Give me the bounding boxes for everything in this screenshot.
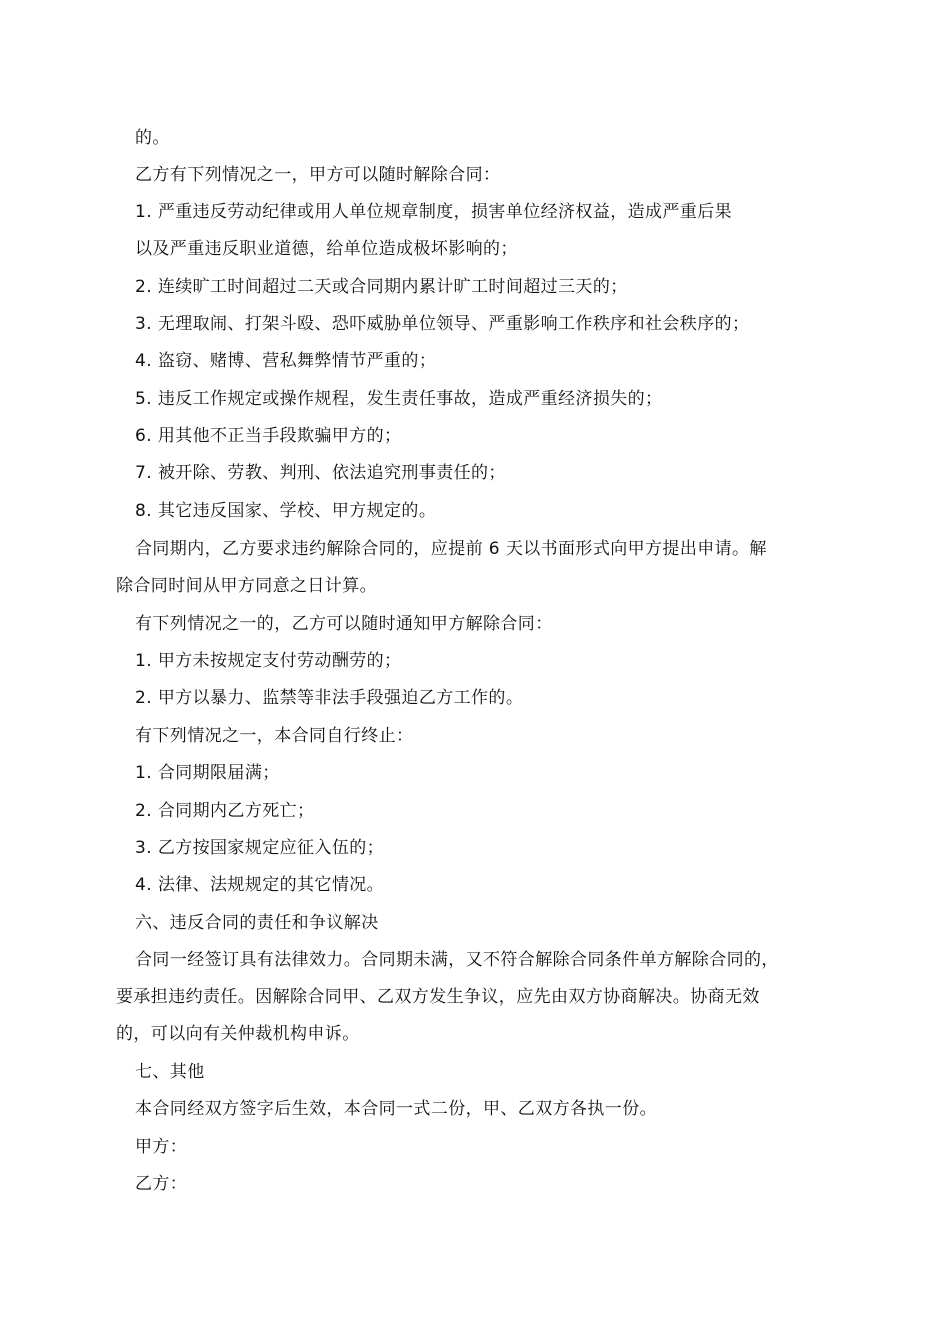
list-item: 2. 甲方以暴力、监禁等非法手段强迫乙方工作的。 [135,688,524,708]
text-line: 有下列情况之一的，乙方可以随时通知甲方解除合同： [135,614,553,634]
list-item: 7. 被开除、劳教、判刑、依法追究刑事责任的； [135,463,506,483]
text-line: 要承担违约责任。因解除合同甲、乙双方发生争议，应先由双方协商解决。协商无效 [116,987,760,1007]
signature-label-party-a: 甲方： [135,1137,188,1157]
text-line: 的。 [135,128,170,148]
text-line: 有下列情况之一，本合同自行终止： [135,726,414,746]
list-item: 1. 甲方未按规定支付劳动酬劳的； [135,651,402,671]
list-item: 1. 严重违反劳动纪律或用人单位规章制度，损害单位经济权益，造成严重后果 [135,202,733,222]
text-line: 乙方有下列情况之一，甲方可以随时解除合同： [135,165,501,185]
list-item: 2. 连续旷工时间超过二天或合同期内累计旷工时间超过三天的； [135,277,628,297]
text-line: 以及严重违反职业道德，给单位造成极坏影响的； [135,239,518,259]
list-item: 3. 乙方按国家规定应征入伍的； [135,838,385,858]
list-item: 6. 用其他不正当手段欺骗甲方的； [135,426,402,446]
section-heading: 七、其他 [135,1062,205,1082]
list-item: 3. 无理取闹、打架斗殴、恐吓威胁单位领导、严重影响工作秩序和社会秩序的； [135,314,750,334]
list-item: 4. 盗窃、赌博、营私舞弊情节严重的； [135,351,437,371]
text-line: 除合同时间从甲方同意之日计算。 [116,576,377,596]
list-item: 4. 法律、法规规定的其它情况。 [135,875,385,895]
text-line: 合同期内，乙方要求违约解除合同的，应提前 6 天以书面形式向甲方提出申请。解 [135,539,767,559]
list-item: 2. 合同期内乙方死亡； [135,801,315,821]
list-item: 5. 违反工作规定或操作规程，发生责任事故，造成严重经济损失的； [135,389,663,409]
text-line: 合同一经签订具有法律效力。合同期未满，又不符合解除合同条件单方解除合同的， [135,950,779,970]
section-heading: 六、违反合同的责任和争议解决 [135,913,379,933]
list-item: 8. 其它违反国家、学校、甲方规定的。 [135,501,437,521]
text-line: 的，可以向有关仲裁机构申诉。 [116,1024,360,1044]
list-item: 1. 合同期限届满； [135,763,280,783]
signature-label-party-b: 乙方： [135,1174,188,1194]
text-line: 本合同经双方签字后生效，本合同一式二份，甲、乙双方各执一份。 [135,1099,657,1119]
